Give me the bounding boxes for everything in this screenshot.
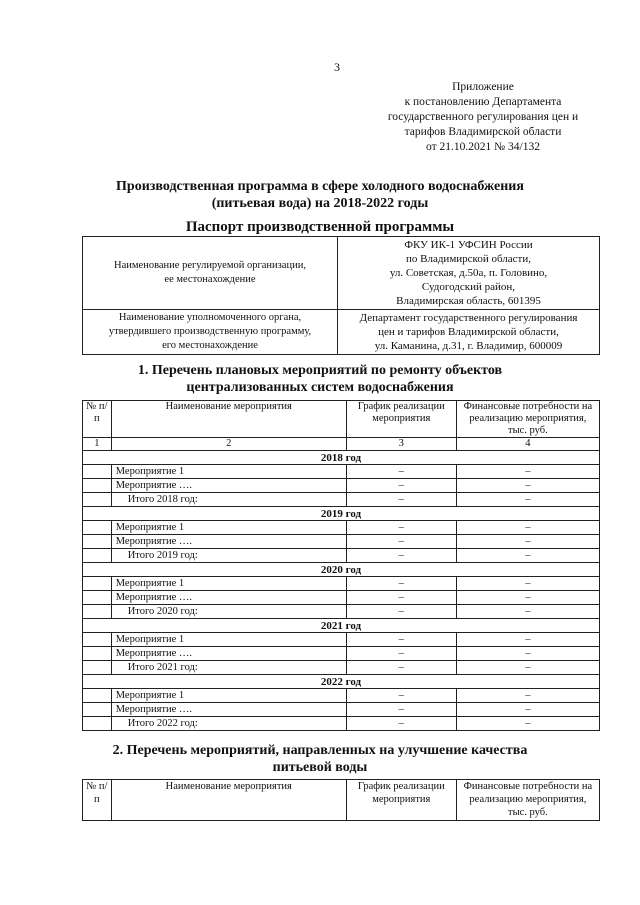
header-schedule: График реализации мероприятия (346, 401, 456, 438)
measure-name: Мероприятие …. (111, 703, 346, 717)
measure-schedule: – (346, 703, 456, 717)
passport-label-line: Наименование уполномоченного органа, (118, 312, 302, 323)
table-row (83, 577, 600, 591)
row-number (83, 479, 112, 493)
header-schedule: График реализации мероприятия (346, 780, 456, 821)
header-name: Наименование мероприятия (111, 780, 346, 821)
passport-table (82, 236, 600, 355)
table-row (83, 689, 600, 703)
table-row (83, 703, 600, 717)
measure-finance: – (456, 535, 599, 549)
year-label: 2022 год (83, 675, 600, 689)
measure-finance: – (456, 591, 599, 605)
section2-title (60, 742, 580, 776)
total-row (83, 549, 600, 563)
table-row (83, 535, 600, 549)
row-number (83, 493, 112, 507)
measure-schedule: – (346, 521, 456, 535)
measure-schedule: – (346, 535, 456, 549)
document-title (60, 178, 580, 212)
title-line: централизованных систем водоснабжения (186, 380, 454, 395)
measure-finance: – (456, 717, 599, 731)
appendix-line: Приложение (452, 81, 514, 93)
passport-row (83, 310, 600, 355)
passport-value-line: по Владимирской области, (405, 253, 531, 265)
title-line: (питьевая вода) на 2018-2022 годы (211, 196, 429, 211)
header-name: Наименование мероприятия (111, 401, 346, 438)
measure-schedule: – (346, 689, 456, 703)
measure-schedule: – (346, 661, 456, 675)
row-number (83, 465, 112, 479)
row-number (83, 633, 112, 647)
row-number (83, 605, 112, 619)
measure-finance: – (456, 479, 599, 493)
measure-name: Мероприятие …. (111, 647, 346, 661)
measure-finance: – (456, 647, 599, 661)
year-row (83, 507, 600, 521)
passport-value-line: Судогодский район, (421, 281, 516, 293)
total-row (83, 493, 600, 507)
measure-name: Мероприятие 1 (111, 577, 346, 591)
measure-finance: – (456, 465, 599, 479)
measure-name: Мероприятие …. (111, 479, 346, 493)
table-row (83, 479, 600, 493)
row-number (83, 549, 112, 563)
header-number: № п/п (83, 780, 112, 821)
passport-label-cell (83, 237, 338, 310)
measure-name: Итого 2021 год: (111, 661, 346, 675)
total-row (83, 717, 600, 731)
year-label: 2021 год (83, 619, 600, 633)
appendix-block (368, 80, 598, 155)
measure-name: Итого 2022 год: (111, 717, 346, 731)
measure-name: Мероприятие 1 (111, 633, 346, 647)
measure-name: Итого 2019 год: (111, 549, 346, 563)
passport-label-line: ее местонахождение (164, 274, 256, 285)
measure-finance: – (456, 689, 599, 703)
measure-finance: – (456, 577, 599, 591)
passport-label-cell (83, 310, 338, 355)
column-number: 2 (111, 438, 346, 451)
row-number (83, 577, 112, 591)
passport-value-cell (338, 237, 600, 310)
measure-finance: – (456, 703, 599, 717)
row-number (83, 521, 112, 535)
row-number (83, 591, 112, 605)
row-number (83, 535, 112, 549)
table-row (83, 647, 600, 661)
row-number (83, 717, 112, 731)
measure-schedule: – (346, 549, 456, 563)
measure-schedule: – (346, 633, 456, 647)
measure-name: Мероприятие …. (111, 535, 346, 549)
column-number: 3 (346, 438, 456, 451)
year-label: 2019 год (83, 507, 600, 521)
measure-schedule: – (346, 465, 456, 479)
measure-name: Итого 2018 год: (111, 493, 346, 507)
table-row (83, 521, 600, 535)
column-number: 4 (456, 438, 599, 451)
year-row (83, 619, 600, 633)
measure-schedule: – (346, 647, 456, 661)
measure-name: Итого 2020 год: (111, 605, 346, 619)
title-line: 1. Перечень плановых мероприятий по ремонту объектов (137, 363, 503, 378)
passport-value-line: ул. Каманина, д.31, г. Владимир, 600009 (374, 340, 563, 352)
year-row (83, 451, 600, 465)
table-header-row (83, 780, 600, 821)
repair-measures-table (82, 400, 600, 731)
year-row (83, 563, 600, 577)
column-number: 1 (83, 438, 112, 451)
year-label: 2018 год (83, 451, 600, 465)
measure-name: Мероприятие 1 (111, 465, 346, 479)
passport-value-line: цен и тарифов Владимирской области, (378, 326, 559, 338)
passport-title: Паспорт производственной программы (185, 219, 455, 235)
header-number: № п/п (83, 401, 112, 438)
appendix-line: к постановлению Департамента (404, 96, 562, 108)
header-finance: Финансовые потребности на реализацию мероприятия, тыс. руб. (456, 401, 599, 438)
measure-finance: – (456, 661, 599, 675)
measure-name: Мероприятие 1 (111, 689, 346, 703)
measure-schedule: – (346, 479, 456, 493)
section1-title (60, 362, 580, 396)
passport-value-line: ФКУ ИК-1 УФСИН России (404, 239, 533, 251)
row-number (83, 703, 112, 717)
passport-label-line: Наименование регулируемой организации, (114, 260, 306, 271)
passport-value-line: ул. Советская, д.50а, п. Головино, (389, 267, 548, 279)
measure-finance: – (456, 605, 599, 619)
header-finance: Финансовые потребности на реализацию мероприятия, тыс. руб. (456, 780, 599, 821)
measure-name: Мероприятие 1 (111, 521, 346, 535)
total-row (83, 661, 600, 675)
measure-schedule: – (346, 493, 456, 507)
measure-schedule: – (346, 717, 456, 731)
title-line: 2. Перечень мероприятий, направленных на улучшение качества (112, 743, 528, 758)
measure-schedule: – (346, 591, 456, 605)
measure-finance: – (456, 549, 599, 563)
table-row (83, 591, 600, 605)
page-number: 3 (334, 60, 340, 74)
title-line: Производственная программа в сфере холодного водоснабжения (116, 179, 524, 194)
row-number (83, 661, 112, 675)
table-row (83, 465, 600, 479)
year-row (83, 675, 600, 689)
measure-name: Мероприятие …. (111, 591, 346, 605)
measure-schedule: – (346, 577, 456, 591)
column-number-row (83, 438, 600, 451)
appendix-line: тарифов Владимирской области (404, 126, 562, 138)
table-row (83, 633, 600, 647)
measure-schedule: – (346, 605, 456, 619)
measure-finance: – (456, 633, 599, 647)
title-line: питьевой воды (272, 760, 368, 775)
passport-value-line: Владимирская область, 601395 (396, 295, 541, 307)
total-row (83, 605, 600, 619)
passport-row (83, 237, 600, 310)
passport-value-cell (338, 310, 600, 355)
measure-finance: – (456, 493, 599, 507)
water-quality-measures-table (82, 779, 600, 821)
passport-label-line: утвердившего производственную программу, (108, 326, 312, 337)
table-header-row (83, 401, 600, 438)
row-number (83, 647, 112, 661)
passport-value-line: Департамент государственного регулирования (359, 312, 578, 324)
row-number (83, 689, 112, 703)
year-label: 2020 год (83, 563, 600, 577)
measure-finance: – (456, 521, 599, 535)
appendix-line: государственного регулирования цен и (387, 111, 579, 123)
appendix-line: от 21.10.2021 № 34/132 (426, 141, 540, 153)
passport-label-line: его местонахождение (162, 340, 258, 351)
